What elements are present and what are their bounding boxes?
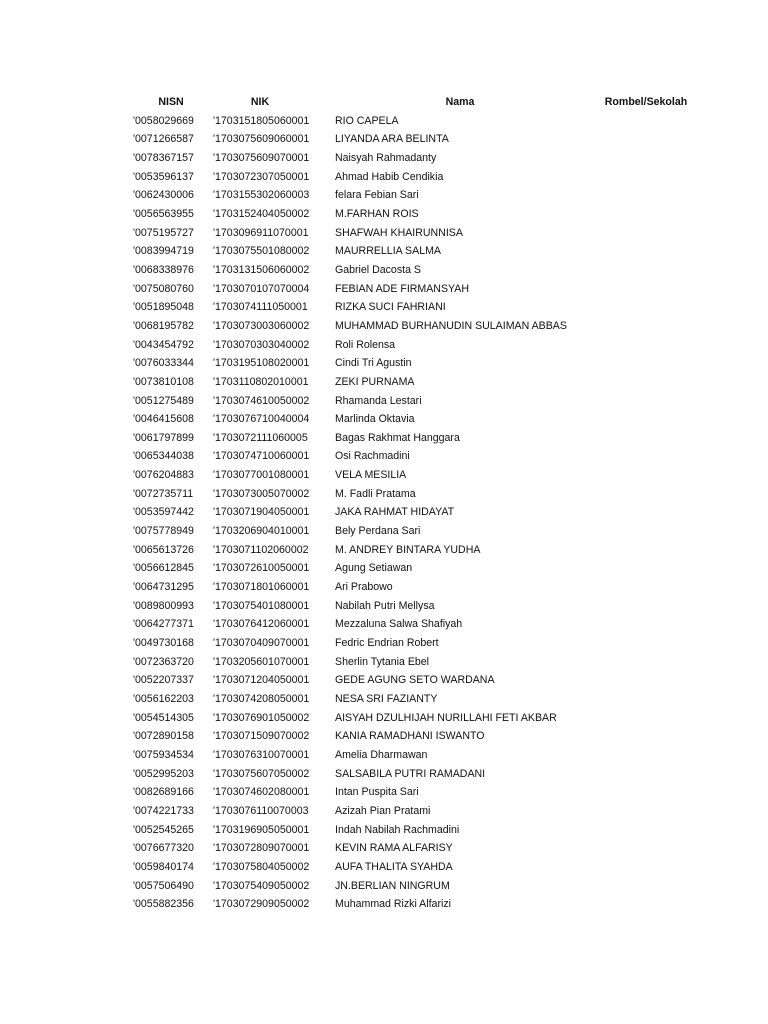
cell-rombel [585, 839, 695, 858]
header-rombel: Rombel/Sekolah [604, 96, 688, 108]
cell-nisn: '0052545265 [133, 823, 194, 836]
cell-nik: '1703071509070002 [213, 730, 310, 743]
cell-nik: '1703075607050002 [213, 767, 310, 780]
table-row [0, 615, 695, 634]
cell-rombel [585, 242, 695, 261]
cell-nik: '1703196905050001 [213, 823, 310, 836]
cell-nama: Cindi Tri Agustin [335, 357, 412, 370]
cell-nama: GEDE AGUNG SETO WARDANA [335, 674, 495, 687]
cell-nisn: '0076677320 [133, 842, 194, 855]
cell-rombel [585, 149, 695, 168]
table-row [0, 821, 695, 840]
cell-nama: felara Febian Sari [335, 189, 419, 202]
table-row [0, 634, 695, 653]
cell-rombel [585, 783, 695, 802]
cell-rombel [585, 877, 695, 896]
cell-rombel [585, 317, 695, 336]
cell-nisn: '0072363720 [133, 655, 194, 668]
cell-nama: Fedric Endrian Robert [335, 637, 439, 650]
table-row [0, 802, 695, 821]
table-row [0, 429, 695, 448]
cell-rombel [585, 858, 695, 877]
cell-nisn: '0051895048 [133, 301, 194, 314]
table-row [0, 242, 695, 261]
cell-nik: '1703075401080001 [213, 599, 310, 612]
table-row [0, 727, 695, 746]
cell-nik: '1703073005070002 [213, 487, 310, 500]
cell-nik: '1703155302060003 [213, 189, 310, 202]
cell-nama: Azizah Pian Pratami [335, 804, 431, 817]
cell-nik: '1703074710060001 [213, 450, 310, 463]
cell-nik: '1703070409070001 [213, 637, 310, 650]
cell-nama: SHAFWAH KHAIRUNNISA [335, 226, 463, 239]
cell-rombel [585, 895, 695, 914]
cell-nisn: '0061797899 [133, 431, 194, 444]
cell-rombel [585, 746, 695, 765]
cell-nisn: '0046415608 [133, 413, 194, 426]
cell-nama: JN.BERLIAN NINGRUM [335, 879, 450, 892]
table-row [0, 354, 695, 373]
cell-nik: '1703076110070003 [213, 804, 309, 817]
cell-nik: '1703076412060001 [213, 618, 310, 631]
cell-nama: Osi Rachmadini [335, 450, 410, 463]
cell-rombel [585, 224, 695, 243]
cell-nama: Amelia Dharmawan [335, 748, 428, 761]
cell-nik: '1703074208050001 [213, 693, 310, 705]
cell-nik: '1703071801060001 [213, 581, 310, 594]
table-row [0, 224, 695, 243]
table-row [0, 671, 695, 690]
cell-nisn: '0065344038 [133, 450, 194, 463]
table-row [0, 877, 695, 896]
cell-nama: Rhamanda Lestari [335, 394, 422, 407]
cell-nik: '1703195108020001 [213, 357, 310, 370]
cell-nisn: '0052207337 [133, 674, 194, 687]
cell-rombel [585, 112, 695, 131]
cell-rombel [585, 485, 695, 504]
table-row [0, 597, 695, 616]
cell-nisn: '0049730168 [133, 637, 194, 650]
cell-nik: '1703074111050001 [213, 301, 308, 314]
cell-rombel [585, 653, 695, 672]
cell-rombel [585, 727, 695, 746]
table-row [0, 559, 695, 578]
cell-nisn: '0043454792 [133, 338, 194, 351]
cell-rombel [585, 597, 695, 616]
table-row [0, 336, 695, 355]
header-nama: Nama [445, 96, 475, 108]
table-row [0, 298, 695, 317]
cell-nama: M.FARHAN ROIS [335, 207, 419, 220]
table-row [0, 205, 695, 224]
cell-nama: Nabilah Putri Mellysa [335, 599, 435, 612]
table-row [0, 447, 695, 466]
cell-nisn: '0075080760 [133, 282, 194, 295]
cell-rombel [585, 466, 695, 485]
cell-nik: '1703110802010001 [213, 375, 309, 388]
cell-rombel [585, 261, 695, 280]
cell-nik: '1703070107070004 [213, 282, 310, 295]
cell-nama: Marlinda Oktavia [335, 413, 415, 426]
table-row [0, 112, 695, 131]
cell-nama: LIYANDA ARA BELINTA [335, 133, 449, 146]
cell-nisn: '0076204883 [133, 469, 194, 482]
cell-nama: NESA SRI FAZIANTY [335, 693, 438, 705]
header-nisn: NISN [158, 96, 184, 108]
cell-nik: '1703072307050001 [213, 170, 310, 183]
cell-nik: '1703071904050001 [213, 506, 310, 519]
cell-nik: '1703205601070001 [213, 655, 310, 668]
table-row [0, 858, 695, 877]
cell-rombel [585, 690, 695, 709]
cell-nama: ZEKI PURNAMA [335, 375, 415, 388]
table-row [0, 168, 695, 187]
cell-rombel [585, 373, 695, 392]
cell-rombel [585, 821, 695, 840]
cell-rombel [585, 186, 695, 205]
cell-nama: Indah Nabilah Rachmadini [335, 823, 460, 836]
cell-rombel [585, 709, 695, 728]
cell-nama: VELA MESILIA [335, 469, 407, 482]
cell-nisn: '0075195727 [133, 226, 194, 239]
cell-rombel [585, 447, 695, 466]
cell-nisn: '0076033344 [133, 357, 194, 370]
cell-rombel [585, 522, 695, 541]
cell-nik: '1703076310070001 [213, 748, 310, 761]
cell-nisn: '0052995203 [133, 767, 194, 780]
cell-nama: M. Fadli Pratama [335, 487, 416, 500]
table-row [0, 709, 695, 728]
cell-nisn: '0056612845 [133, 562, 194, 575]
cell-nama: Sherlin Tytania Ebel [335, 655, 430, 668]
cell-nisn: '0075778949 [133, 525, 194, 538]
cell-nama: Intan Puspita Sari [335, 786, 419, 799]
cell-nama: MUHAMMAD BURHANUDIN SULAIMAN ABBAS [335, 319, 567, 332]
cell-nisn: '0075934534 [133, 748, 194, 761]
cell-nik: '1703071204050001 [213, 674, 310, 687]
cell-nama: Ari Prabowo [335, 581, 393, 594]
cell-nisn: '0073810108 [133, 375, 194, 388]
cell-nik: '1703072909050002 [213, 898, 310, 911]
cell-rombel [585, 634, 695, 653]
cell-nama: RIO CAPELA [335, 114, 399, 127]
cell-rombel [585, 802, 695, 821]
cell-nisn: '0078367157 [133, 151, 194, 164]
cell-nik: '1703096911070001 [213, 226, 309, 239]
cell-nama: FEBIAN ADE FIRMANSYAH [335, 282, 470, 295]
cell-rombel [585, 429, 695, 448]
cell-rombel [585, 354, 695, 373]
cell-nik: '1703074610050002 [213, 394, 310, 407]
cell-nisn: '0074221733 [133, 804, 194, 817]
cell-nisn: '0062430006 [133, 189, 194, 202]
cell-rombel [585, 298, 695, 317]
cell-nisn: '0056563955 [133, 207, 194, 220]
cell-rombel [585, 615, 695, 634]
table-row [0, 746, 695, 765]
cell-nisn: '0089800993 [133, 599, 194, 612]
cell-nisn: '0082689166 [133, 786, 194, 799]
cell-rombel [585, 671, 695, 690]
cell-nama: Bely Perdana Sari [335, 525, 421, 538]
cell-rombel [585, 503, 695, 522]
cell-nisn: '0083994719 [133, 245, 194, 258]
cell-nama: Gabriel Dacosta S [335, 263, 421, 276]
table-row [0, 130, 695, 149]
cell-nik: '1703076901050002 [213, 711, 310, 724]
cell-nisn: '0068338976 [133, 263, 194, 276]
cell-rombel [585, 578, 695, 597]
cell-nisn: '0051275489 [133, 394, 194, 407]
table-row [0, 149, 695, 168]
cell-nama: KANIA RAMADHANI ISWANTO [335, 730, 485, 743]
header-nik: NIK [250, 96, 270, 108]
student-table [0, 93, 695, 914]
cell-nisn: '0059840174 [133, 860, 194, 873]
cell-nik: '1703075501080002 [213, 245, 310, 258]
cell-nik: '1703073003060002 [213, 319, 310, 332]
cell-nik: '1703077001080001 [213, 469, 310, 482]
cell-nisn: '0072735711 [133, 487, 194, 500]
cell-nama: Ahmad Habib Cendikia [335, 170, 444, 183]
cell-nama: KEVIN RAMA ALFARISY [335, 842, 453, 855]
cell-rombel [585, 280, 695, 299]
table-row [0, 392, 695, 411]
cell-nisn: '0056162203 [133, 693, 194, 705]
cell-nik: '1703131506060002 [213, 263, 310, 276]
cell-rombel [585, 410, 695, 429]
cell-nama: SALSABILA PUTRI RAMADANI [335, 767, 486, 780]
cell-nik: '1703072809070001 [213, 842, 310, 855]
cell-nama: MAURRELLIA SALMA [335, 245, 441, 258]
cell-nik: '1703075609070001 [213, 151, 310, 164]
table-row [0, 373, 695, 392]
cell-nik: '1703071102060002 [213, 543, 309, 556]
cell-nik: '1703075609060001 [213, 133, 310, 146]
cell-nama: RIZKA SUCI FAHRIANI [335, 301, 446, 314]
table-row [0, 280, 695, 299]
table-row [0, 839, 695, 858]
cell-nisn: '0065613726 [133, 543, 194, 556]
cell-nama: Muhammad Rizki Alfarizi [335, 898, 451, 911]
cell-nisn: '0068195782 [133, 319, 194, 332]
cell-nisn: '0058029669 [133, 114, 194, 127]
cell-nisn: '0064731295 [133, 581, 194, 594]
table-row [0, 690, 695, 709]
cell-nama: Roli Rolensa [335, 338, 396, 351]
cell-rombel [585, 765, 695, 784]
table-row [0, 783, 695, 802]
cell-nama: M. ANDREY BINTARA YUDHA [335, 543, 481, 556]
cell-rombel [585, 205, 695, 224]
cell-nik: '1703072111060005 [213, 431, 308, 444]
table-row [0, 503, 695, 522]
cell-nama: AISYAH DZULHIJAH NURILLAHI FETI AKBAR [335, 711, 557, 724]
cell-nama: JAKA RAHMAT HIDAYAT [335, 506, 455, 519]
cell-nisn: '0057506490 [133, 879, 194, 892]
cell-nama: Bagas Rakhmat Hanggara [335, 431, 460, 444]
cell-nik: '1703152404050002 [213, 207, 310, 220]
cell-nama: AUFA THALITA SYAHDA [335, 860, 453, 873]
cell-rombel [585, 559, 695, 578]
cell-nisn: '0055882356 [133, 898, 194, 911]
table-row [0, 541, 695, 560]
cell-nik: '1703075804050002 [213, 860, 310, 873]
cell-nisn: '0053596137 [133, 170, 194, 183]
cell-nisn: '0064277371 [133, 618, 194, 631]
cell-rombel [585, 336, 695, 355]
cell-nik: '1703070303040002 [213, 338, 310, 351]
table-row [0, 578, 695, 597]
cell-rombel [585, 130, 695, 149]
cell-nik: '1703075409050002 [213, 879, 310, 892]
student-roster-sheet [0, 93, 768, 914]
cell-nisn: '0072890158 [133, 730, 194, 743]
cell-nisn: '0053597442 [133, 506, 194, 519]
table-row [0, 186, 695, 205]
cell-nama: Mezzaluna Salwa Shafiyah [335, 618, 463, 631]
cell-rombel [585, 541, 695, 560]
cell-nisn: '0054514305 [133, 711, 194, 724]
table-row [0, 466, 695, 485]
cell-nik: '1703074602080001 [213, 786, 310, 799]
cell-nik: '1703076710040004 [213, 413, 310, 426]
cell-nik: '1703072610050001 [213, 562, 310, 575]
cell-rombel [585, 392, 695, 411]
cell-nisn: '0071266587 [133, 133, 194, 146]
cell-rombel [585, 168, 695, 187]
table-row [0, 765, 695, 784]
table-row [0, 261, 695, 280]
table-row [0, 410, 695, 429]
cell-nama: Agung Setiawan [335, 562, 413, 575]
cell-nama: Naisyah Rahmadanty [335, 151, 437, 164]
table-row [0, 522, 695, 541]
cell-nik: '1703151805060001 [213, 114, 310, 127]
table-row [0, 653, 695, 672]
table-row [0, 317, 695, 336]
table-row [0, 485, 695, 504]
table-header-row [0, 93, 695, 112]
table-row [0, 895, 695, 914]
cell-nik: '1703206904010001 [213, 525, 310, 538]
